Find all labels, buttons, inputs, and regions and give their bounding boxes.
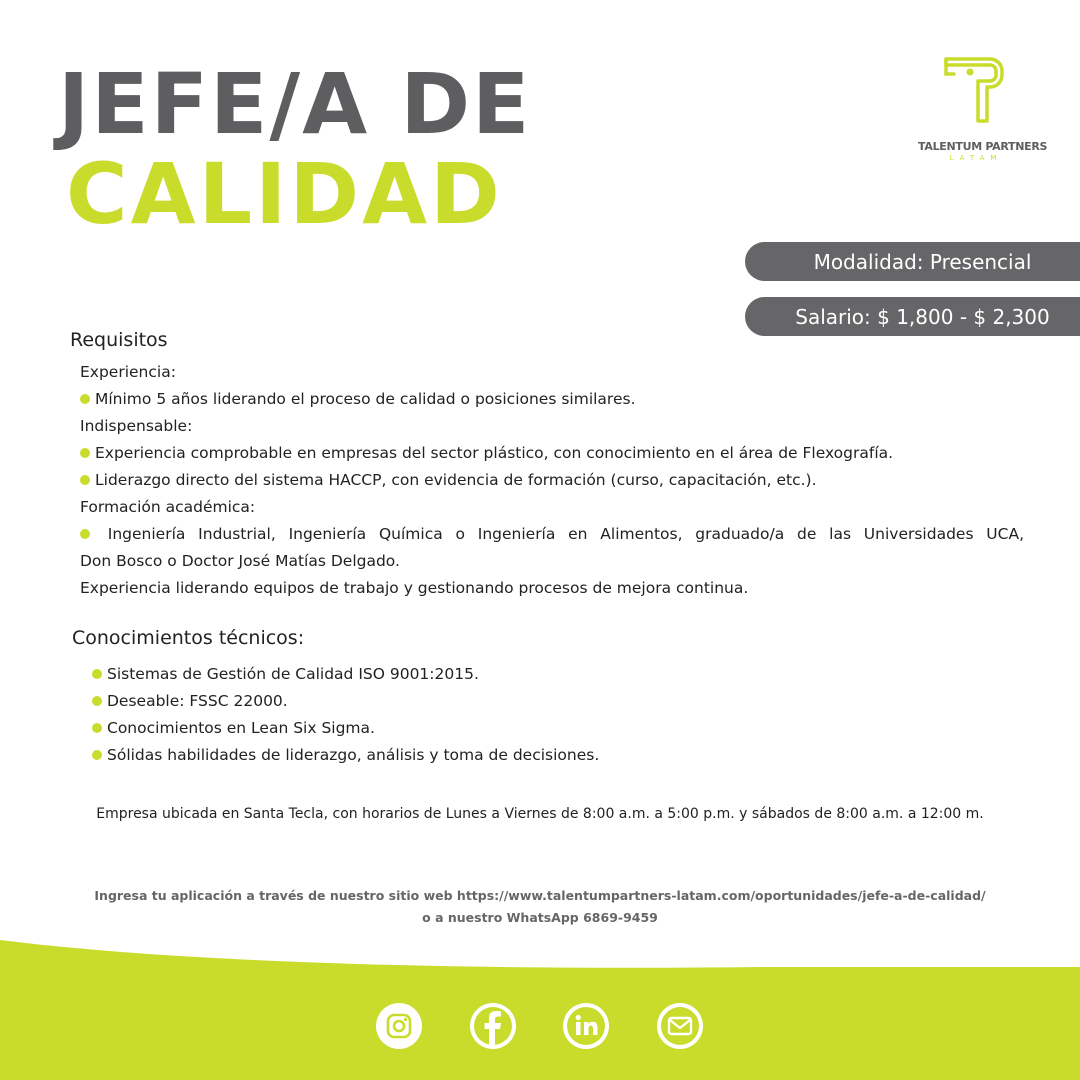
salario-badge: Salario: $ 1,800 - $ 2,300 bbox=[745, 297, 1080, 336]
formacion-line2: Don Bosco o Doctor José Matías Delgado. bbox=[80, 552, 400, 570]
bullet-icon bbox=[92, 723, 102, 733]
bullet-icon bbox=[92, 696, 102, 706]
whatsapp-text[interactable]: o a nuestro WhatsApp 6869-9459 bbox=[422, 910, 658, 925]
list-item: Sólidas habilidades de liderazgo, análisis y toma de decisiones. bbox=[92, 746, 599, 764]
logo-sub: LATAM bbox=[949, 154, 1003, 162]
logo-name: TALENTUM PARTNERS bbox=[918, 140, 1048, 153]
linkedin-button[interactable] bbox=[563, 1003, 609, 1049]
job-title-line1: JEFE/A DE bbox=[58, 55, 532, 153]
list-item: Ingeniería Industrial, Ingeniería Química o Ingeniería en Alimentos, graduado/a de las Universidades UCA, bbox=[80, 525, 1024, 543]
list-item: Deseable: FSSC 22000. bbox=[92, 692, 288, 710]
talentum-logo-icon bbox=[940, 52, 1006, 124]
list-item: Liderazgo directo del sistema HACCP, con evidencia de formación (curso, capacitación, etc.). bbox=[80, 471, 817, 489]
bullet-icon bbox=[80, 529, 90, 539]
bullet-icon bbox=[80, 394, 90, 404]
indispensable-label: Indispensable: bbox=[80, 417, 193, 435]
list-item: Mínimo 5 años liderando el proceso de calidad o posiciones similares. bbox=[80, 390, 636, 408]
experiencia-extra: Experiencia liderando equipos de trabajo y gestionando procesos de mejora continua. bbox=[80, 579, 749, 597]
ubicacion-text: Empresa ubicada en Santa Tecla, con horarios de Lunes a Viernes de 8:00 a.m. a 5:00 p.m. y sábados de 8:00 a.m. a 12:00 m. bbox=[96, 806, 984, 822]
instagram-button[interactable] bbox=[376, 1003, 422, 1049]
bullet-icon bbox=[80, 448, 90, 458]
email-icon bbox=[657, 1003, 703, 1049]
requisitos-heading: Requisitos bbox=[70, 329, 168, 351]
email-button[interactable] bbox=[657, 1003, 703, 1049]
modalidad-badge: Modalidad: Presencial bbox=[745, 242, 1080, 281]
job-title-line2: CALIDAD bbox=[66, 145, 503, 243]
footer-wave bbox=[0, 935, 1080, 1080]
bullet-icon bbox=[92, 750, 102, 760]
list-item: Experiencia comprobable en empresas del sector plástico, con conocimiento en el área de Flexografía. bbox=[80, 444, 893, 462]
linkedin-icon bbox=[563, 1003, 609, 1049]
facebook-icon bbox=[470, 1003, 516, 1049]
bullet-icon bbox=[92, 669, 102, 679]
instagram-icon bbox=[386, 1013, 412, 1039]
list-item: Sistemas de Gestión de Calidad ISO 9001:2015. bbox=[92, 665, 479, 683]
conocimientos-heading: Conocimientos técnicos: bbox=[72, 627, 305, 649]
company-logo bbox=[918, 52, 1048, 162]
facebook-button[interactable] bbox=[470, 1003, 516, 1049]
bullet-icon bbox=[80, 475, 90, 485]
apply-link-text[interactable]: Ingresa tu aplicación a través de nuestro sitio web https://www.talentumpartners-latam.com/oportunidades/jefe-a-de-calidad/ bbox=[94, 888, 986, 903]
list-item: Conocimientos en Lean Six Sigma. bbox=[92, 719, 375, 737]
experiencia-label: Experiencia: bbox=[80, 363, 176, 381]
formacion-label: Formación académica: bbox=[80, 498, 256, 516]
